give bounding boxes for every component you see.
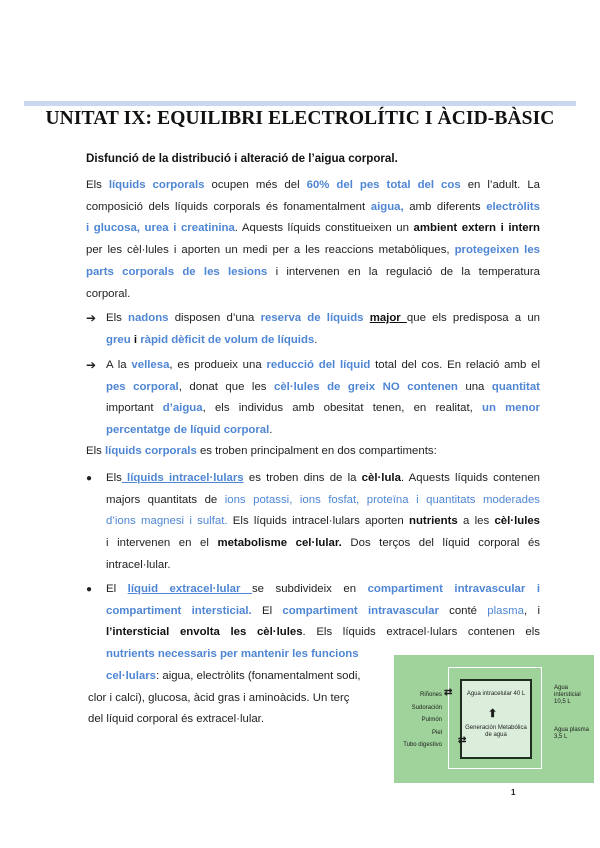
arrow-bullet-icon: ➔: [86, 311, 97, 325]
plasma-water-label: Agua plasma 3,5 L: [554, 727, 590, 740]
intracellular-water-label: Agua intracelular 40 L: [466, 691, 526, 697]
intracellular-bullet: Els líquids intracel·lulars es troben dins de la cèl·lula. Aquests líquids contenen majors quantitats de ions potassi, ions fosfat, proteïna i quantitats moderades d’ions magnesi i sulfat. Els líquids intracel·lulars aporten nutrients a les cèl·lules i intervenen en el metabolisme cel·lular. Dos terços del líquid corporal és intracel·lular.: [106, 472, 541, 571]
metabolic-water-label: Generación Metabólica de agua: [465, 725, 527, 738]
intro-paragraph: Els líquids corporals ocupen més del 60% del pes total del cos en l’adult. La composició dels líquids corporals és fonamentalment aigua, amb diferents electròlits i glucosa, urea i creatinina. Aquests líquids constitueixen un ambient extern i intern per les cèl·lules i aporten un medi per a les reaccions metabòliques, protegeixen les parts corporals de les lesions i intervenen en la regulació de la temperatura corporal.: [86, 179, 540, 300]
arrow-bullet-icon: ➔: [86, 358, 97, 372]
exchange-arrow-icon: ⇄: [458, 735, 467, 746]
newborns-note: Els nadons disposen d’una reserva de líquids major que els predisposa a un greu i ràpid dèficit de volum de líquids.: [106, 312, 540, 346]
extracellular-bullet: El líquid extracel·lular se subdivideix en compartiment intravascular i compartiment intersticial. El compartiment intravascular conté plasma, i l’intersticial envolta les cèl·lules. Els líquids extracel·lulars contenen els nutrients necessaris per mantenir les funcions cel·lulars: aigua, electròlits (fonamentalment sodi, clor i calci), glucosa, àcid gras i aminoàcids. Un terç del líquid corporal és extracel·lular.: [88, 583, 541, 726]
bullet-dot-icon: ●: [86, 584, 93, 595]
elderly-note: A la vellesa, es produeix una reducció del líquid total del cos. En relació amb el pes corporal, donat que les cèl·lules de greix NO contenen una quantitat important d’aigua, els individus amb obesitat tenen, en realitat, un menor percentatge de líquid corporal.: [106, 359, 540, 437]
bullet-dot-icon: ●: [86, 473, 93, 484]
compartments-intro: Els líquids corporals es troben principalment en dos compartiments:: [86, 445, 437, 457]
page-number: 1: [511, 788, 516, 797]
section-subtitle: Disfunció de la distribució i alteració de l’aigua corporal.: [86, 152, 398, 165]
interstitial-water-label: Agua intersticial 10,5 L: [554, 685, 581, 705]
exchange-arrow-icon: ⇄: [444, 687, 453, 698]
up-arrow-icon: ⬆: [488, 708, 498, 720]
page-title: UNITAT IX: EQUILIBRI ELECTROLÍTIC I ÀCID-BÀSIC: [45, 108, 555, 129]
body-water-diagram: [394, 655, 594, 783]
organ-labels: Riñones Sudoración Pulmón Piel Tubo digestivo: [403, 692, 442, 748]
header-rule: [24, 101, 576, 106]
